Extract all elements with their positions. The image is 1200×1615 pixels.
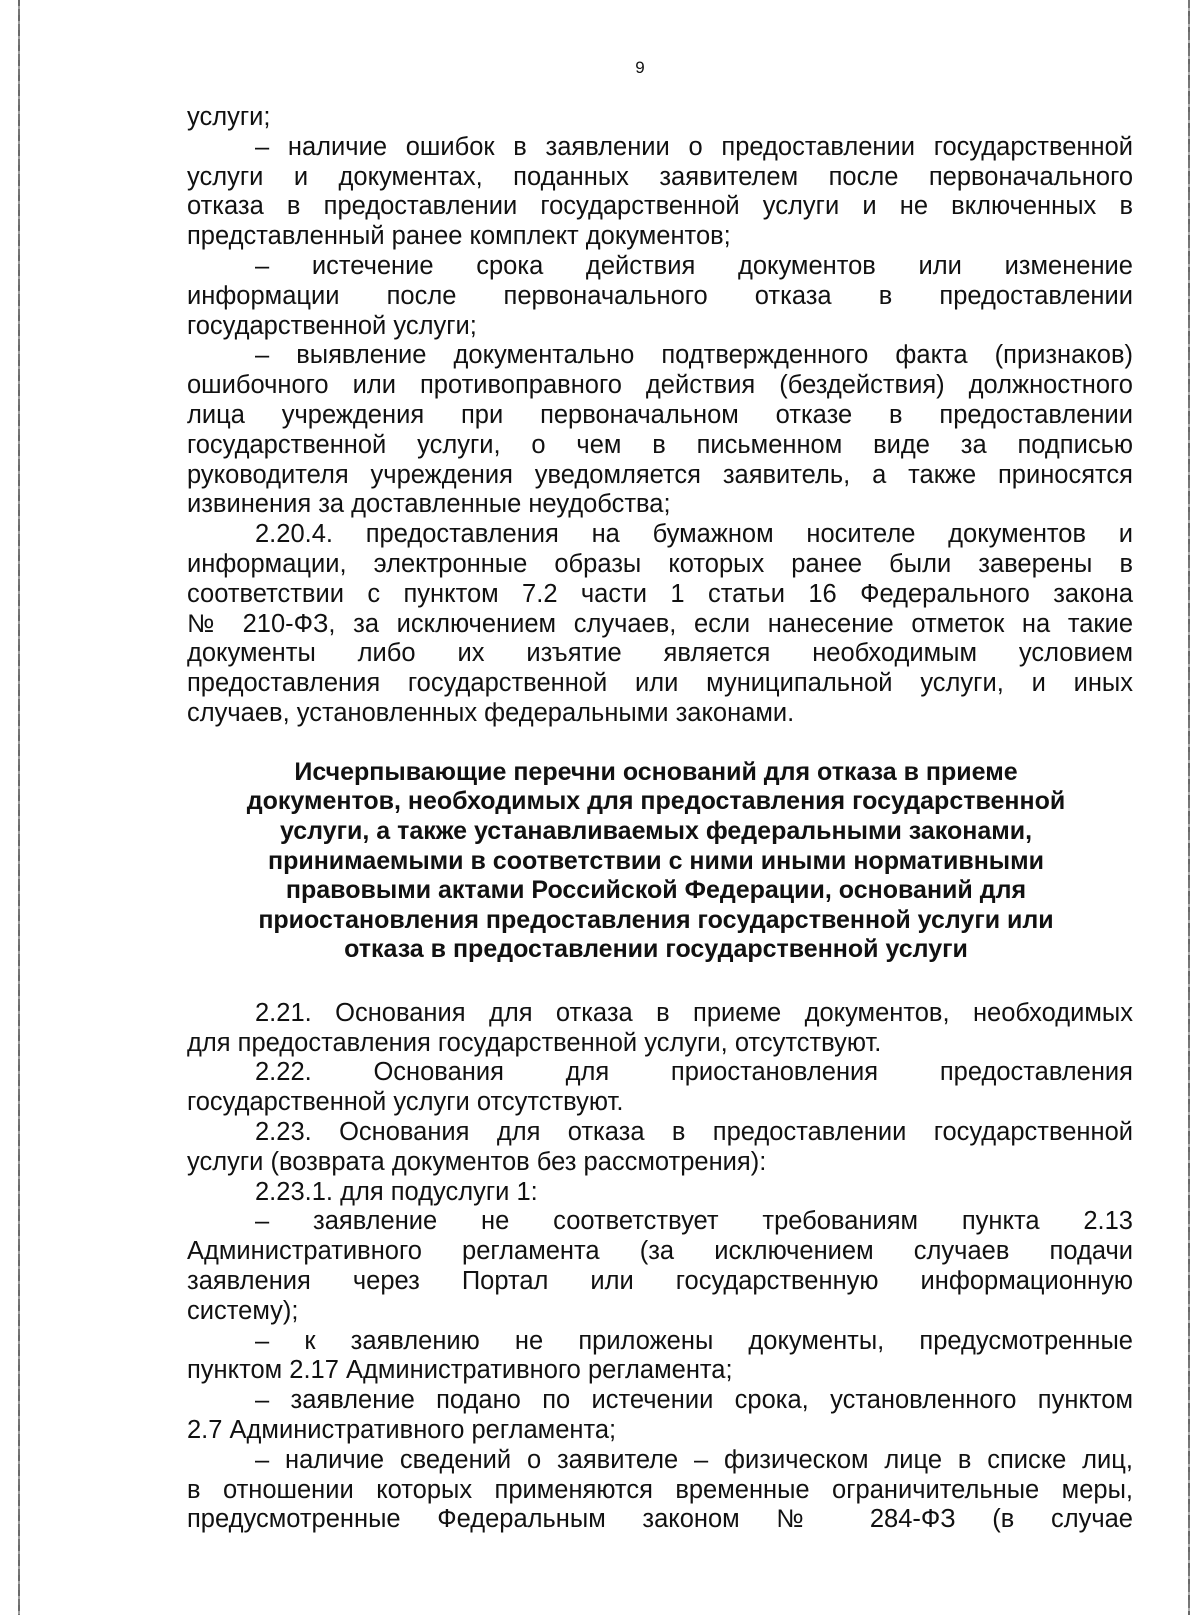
- paragraph-block-2: [187, 999, 1133, 1535]
- text-line: предоставления государственной или муниципальной услуги, и иных: [187, 669, 1133, 698]
- text-line: – заявление не соответствует требованиям пункта 2.13: [255, 1207, 1133, 1236]
- heading-line: услуги, а также устанавливаемых федеральными законами,: [279, 816, 1033, 845]
- text-line: 2.23.1. для подуслуги 1:: [255, 1177, 538, 1206]
- text-line: государственной услуги отсутствуют.: [187, 1088, 624, 1117]
- paragraph-block-1: [187, 103, 1133, 729]
- text-line: – заявление подано по истечении срока, установленного пунктом: [255, 1386, 1133, 1415]
- text-line: 2.23. Основания для отказа в предоставлении государственной: [255, 1118, 1133, 1147]
- heading-line: приостановления предоставления государственной услуги или: [258, 905, 1054, 934]
- text-line: услуги (возврата документов без рассмотрения):: [187, 1147, 767, 1176]
- text-line: № 210-ФЗ, за исключением случаев, если нанесение отметок на такие: [187, 609, 1133, 638]
- text-line: информации, электронные образы которых ранее были заверены в: [187, 549, 1133, 578]
- text-line: государственной услуги;: [187, 311, 477, 340]
- spacer: [187, 965, 1133, 999]
- heading-line: отказа в предоставлении государственной услуги: [344, 935, 968, 964]
- text-line: лица учреждения при первоначальном отказе в предоставлении: [187, 400, 1133, 429]
- scan-left-edge: [18, 0, 20, 1615]
- text-line: для предоставления государственной услуги, отсутствуют.: [187, 1028, 882, 1057]
- scan-right-edge: [1188, 0, 1190, 1615]
- heading-line: принимаемыми в соответствии с ними иными нормативными: [267, 846, 1045, 875]
- text-line: 2.22. Основания для приостановления предоставления: [255, 1058, 1133, 1087]
- heading-line: документов, необходимых для предоставления государственной: [246, 787, 1066, 816]
- text-line: 2.20.4. предоставления на бумажном носителе документов и: [255, 520, 1133, 549]
- text-line: информации после первоначального отказа в предоставлении: [187, 281, 1133, 310]
- text-line: 2.7 Административного регламента;: [187, 1416, 617, 1445]
- text-line: ошибочного или противоправного действия (бездействия) должностного: [187, 371, 1133, 400]
- text-line: пунктом 2.17 Административного регламента;: [187, 1356, 733, 1385]
- text-line: – к заявлению не приложены документы, предусмотренные: [255, 1326, 1133, 1355]
- text-line: – истечение срока действия документов или изменение: [255, 251, 1133, 280]
- text-line: отказа в предоставлении государственной услуги и не включенных в: [187, 192, 1133, 221]
- section-heading: [179, 758, 1133, 965]
- text-line: извинения за доставленные неудобства;: [187, 490, 671, 519]
- text-line: Административного регламента (за исключением случаев подачи: [187, 1237, 1133, 1266]
- page-number: 9: [635, 58, 645, 77]
- heading-line: Исчерпывающие перечни оснований для отказа в приеме: [294, 757, 1018, 786]
- text-line: случаев, установленных федеральными законами.: [187, 698, 795, 727]
- text-line: государственной услуги, о чем в письменном виде за подписью: [187, 430, 1133, 459]
- document-body: [187, 103, 1133, 1535]
- text-line: услуги;: [187, 103, 271, 131]
- text-line: руководителя учреждения уведомляется заявитель, а также приносятся: [187, 460, 1133, 489]
- text-line: услуги и документах, поданных заявителем после первоначального: [187, 162, 1133, 191]
- text-line: 2.21. Основания для отказа в приеме документов, необходимых: [255, 998, 1133, 1027]
- text-line: – выявление документально подтвержденного факта (признаков): [255, 341, 1133, 370]
- text-line: – наличие ошибок в заявлении о предоставлении государственной: [255, 132, 1133, 161]
- text-line: документы либо их изъятие является необходимым условием: [187, 639, 1133, 668]
- text-line: представленный ранее комплект документов;: [187, 222, 731, 251]
- spacer: [187, 729, 1133, 758]
- text-line: заявления через Портал или государственную информационную: [187, 1267, 1133, 1296]
- text-line: в отношении которых применяются временные ограничительные меры,: [187, 1475, 1133, 1504]
- heading-line: правовыми актами Российской Федерации, оснований для: [285, 876, 1027, 905]
- text-line: соответствии с пунктом 7.2 части 1 статьи 16 Федерального закона: [187, 579, 1133, 608]
- text-line: предусмотренные Федеральным законом № 284-ФЗ (в случае: [187, 1505, 1133, 1534]
- text-line: – наличие сведений о заявителе – физическом лице в списке лиц,: [255, 1445, 1133, 1474]
- text-line: систему);: [187, 1296, 299, 1325]
